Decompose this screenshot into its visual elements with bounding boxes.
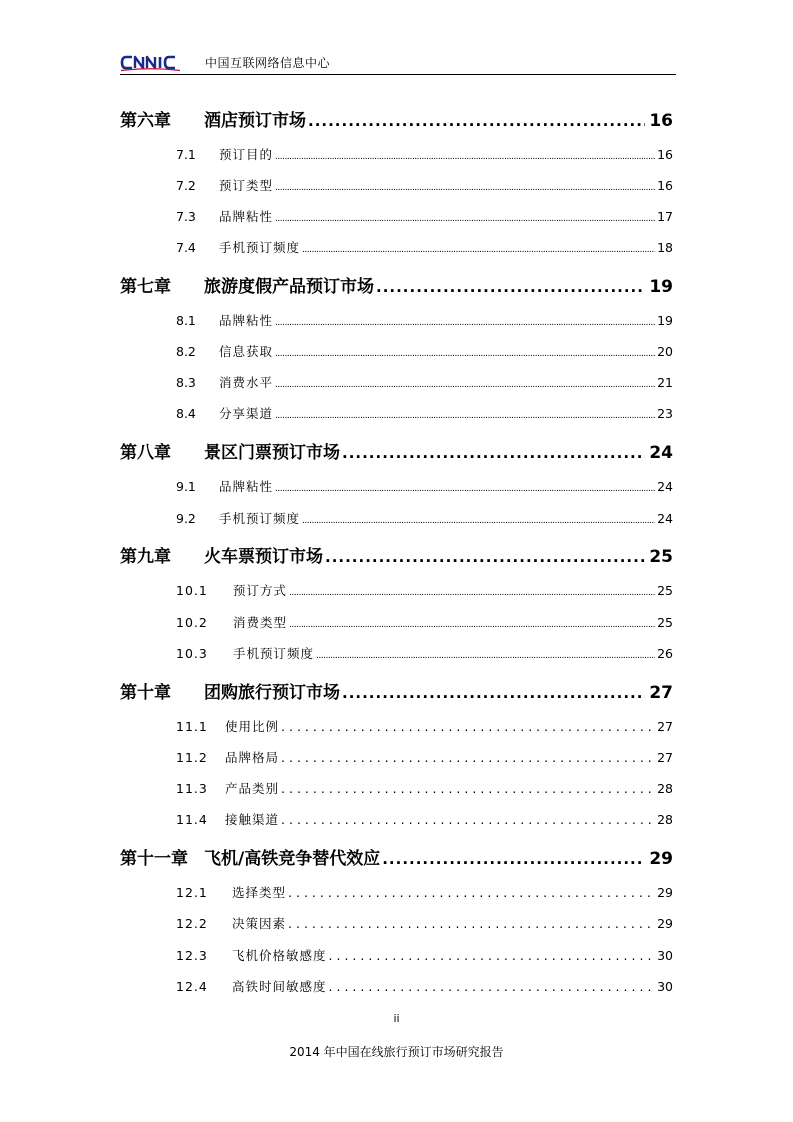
toc-chapter-8[interactable]	[120, 438, 673, 462]
section-title: 预订方式	[233, 583, 288, 598]
chapter-title: 酒店预订市场	[204, 111, 306, 131]
toc-section-7-1[interactable]	[176, 145, 673, 163]
section-number: 8.1	[176, 313, 196, 328]
section-page: 17	[657, 209, 673, 224]
chapter-number: 第十一章	[120, 849, 188, 869]
toc-section-10-1[interactable]	[176, 581, 673, 599]
section-page: 25	[657, 583, 673, 598]
leader-dots	[281, 781, 655, 796]
toc-section-10-2[interactable]	[176, 613, 673, 631]
section-page: 16	[657, 178, 673, 193]
section-number: 8.2	[176, 344, 196, 359]
section-page: 16	[657, 147, 673, 162]
leader-dots	[288, 885, 655, 900]
leader-dots	[275, 484, 655, 494]
section-page: 30	[657, 948, 673, 963]
toc-section-8-3[interactable]	[176, 373, 673, 391]
toc-section-7-2[interactable]	[176, 176, 673, 194]
leader-dots	[382, 850, 645, 868]
section-title: 预订类型	[219, 178, 274, 193]
section-title: 品牌粘性	[219, 313, 274, 328]
section-page: 29	[657, 885, 673, 900]
chapter-page: 27	[649, 683, 673, 703]
chapter-number: 第八章	[120, 443, 171, 463]
chapter-title: 景区门票预订市场	[204, 443, 340, 463]
section-page: 28	[657, 781, 673, 796]
section-number: 7.2	[176, 178, 196, 193]
chapter-title: 火车票预订市场	[204, 547, 323, 567]
section-title: 飞机价格敏感度	[232, 948, 327, 963]
leader-dots	[289, 588, 655, 598]
section-number: 11.2	[176, 750, 208, 765]
section-number: 12.3	[176, 948, 208, 963]
chapter-page: 19	[649, 277, 673, 297]
section-title: 消费类型	[233, 615, 288, 630]
section-title: 手机预订频度	[219, 240, 301, 255]
footer-report-title: 2014 年中国在线旅行预订市场研究报告	[289, 1045, 504, 1059]
section-title: 手机预订频度	[219, 511, 301, 526]
section-number: 7.3	[176, 209, 196, 224]
section-page: 24	[657, 479, 673, 494]
chapter-page: 25	[649, 547, 673, 567]
section-number: 7.4	[176, 240, 196, 255]
toc-section-12-2[interactable]	[176, 914, 673, 932]
toc-section-11-4[interactable]	[176, 810, 673, 828]
section-title: 信息获取	[219, 344, 274, 359]
chapter-number: 第七章	[120, 277, 171, 297]
toc-section-8-1[interactable]	[176, 311, 673, 329]
toc-chapter-9[interactable]	[120, 542, 673, 566]
section-page: 28	[657, 812, 673, 827]
section-title: 选择类型	[232, 885, 287, 900]
section-page: 29	[657, 916, 673, 931]
toc-chapter-7[interactable]	[120, 272, 673, 296]
leader-dots	[329, 948, 656, 963]
section-page: 23	[657, 406, 673, 421]
section-page: 19	[657, 313, 673, 328]
section-number: 12.2	[176, 916, 208, 931]
section-title: 品牌格局	[225, 750, 280, 765]
toc-section-12-1[interactable]	[176, 883, 673, 901]
section-number: 11.1	[176, 719, 208, 734]
section-number: 9.1	[176, 479, 196, 494]
section-title: 使用比例	[225, 719, 280, 734]
leader-dots	[275, 318, 655, 328]
leader-dots	[281, 750, 655, 765]
toc-section-7-3[interactable]	[176, 207, 673, 225]
toc-section-11-2[interactable]	[176, 748, 673, 766]
leader-dots	[325, 548, 645, 566]
leader-dots	[316, 651, 655, 661]
leader-dots	[329, 979, 656, 994]
toc-section-7-4[interactable]	[176, 238, 673, 256]
section-page: 20	[657, 344, 673, 359]
leader-dots	[302, 245, 655, 255]
chapter-title: 团购旅行预订市场	[204, 683, 340, 703]
chapter-page: 16	[649, 111, 673, 131]
section-title: 高铁时间敏感度	[232, 979, 327, 994]
section-page: 27	[657, 750, 673, 765]
toc-chapter-6[interactable]	[120, 106, 673, 130]
leader-dots	[275, 411, 655, 421]
leader-dots	[342, 684, 645, 702]
leader-dots	[281, 812, 655, 827]
toc-chapter-10[interactable]	[120, 678, 673, 702]
org-name: 中国互联网络信息中心	[205, 56, 331, 70]
section-number: 10.1	[176, 583, 208, 598]
leader-dots	[275, 214, 655, 224]
section-number: 12.1	[176, 885, 208, 900]
section-title: 消费水平	[219, 375, 274, 390]
section-title: 手机预订频度	[233, 646, 315, 661]
chapter-page: 24	[649, 443, 673, 463]
section-title: 产品类别	[225, 781, 280, 796]
section-page: 26	[657, 646, 673, 661]
section-number: 12.4	[176, 979, 208, 994]
section-title: 预订目的	[219, 147, 274, 162]
chapter-title: 飞机/高铁竞争替代效应	[204, 849, 381, 869]
leader-dots	[288, 916, 655, 931]
toc-section-12-3[interactable]	[176, 946, 673, 964]
toc-section-8-4[interactable]	[176, 404, 673, 422]
page-number: ii	[393, 1012, 400, 1025]
section-number: 8.3	[176, 375, 196, 390]
toc-section-8-2[interactable]	[176, 342, 673, 360]
leader-dots	[281, 719, 655, 734]
section-number: 7.1	[176, 147, 196, 162]
section-page: 18	[657, 240, 673, 255]
leader-dots	[308, 112, 645, 130]
section-title: 接触渠道	[225, 812, 280, 827]
section-title: 品牌粘性	[219, 209, 274, 224]
toc-section-9-2[interactable]	[176, 509, 673, 527]
section-page: 30	[657, 979, 673, 994]
toc-chapter-11[interactable]	[120, 844, 673, 868]
leader-dots	[275, 349, 655, 359]
section-number: 8.4	[176, 406, 196, 421]
section-page: 24	[657, 511, 673, 526]
section-page: 27	[657, 719, 673, 734]
section-number: 11.3	[176, 781, 208, 796]
leader-dots	[376, 278, 645, 296]
leader-dots	[275, 183, 655, 193]
section-number: 10.2	[176, 615, 208, 630]
chapter-number: 第十章	[120, 683, 171, 703]
leader-dots	[275, 380, 655, 390]
chapter-page: 29	[649, 849, 673, 869]
leader-dots	[302, 516, 655, 526]
leader-dots	[289, 620, 655, 630]
section-title: 品牌粘性	[219, 479, 274, 494]
section-title: 分享渠道	[219, 406, 274, 421]
chapter-number: 第九章	[120, 547, 171, 567]
chapter-title: 旅游度假产品预订市场	[204, 277, 374, 297]
leader-dots	[275, 152, 655, 162]
section-page: 25	[657, 615, 673, 630]
toc-section-11-1[interactable]	[176, 717, 673, 735]
chapter-number: 第六章	[120, 111, 171, 131]
section-number: 11.4	[176, 812, 208, 827]
section-number: 10.3	[176, 646, 208, 661]
leader-dots	[342, 444, 645, 462]
section-number: 9.2	[176, 511, 196, 526]
toc-section-11-3[interactable]	[176, 779, 673, 797]
toc-section-9-1[interactable]	[176, 477, 673, 495]
toc-section-12-4[interactable]	[176, 977, 673, 995]
toc-section-10-3[interactable]	[176, 644, 673, 662]
section-page: 21	[657, 375, 673, 390]
section-title: 决策因素	[232, 916, 287, 931]
